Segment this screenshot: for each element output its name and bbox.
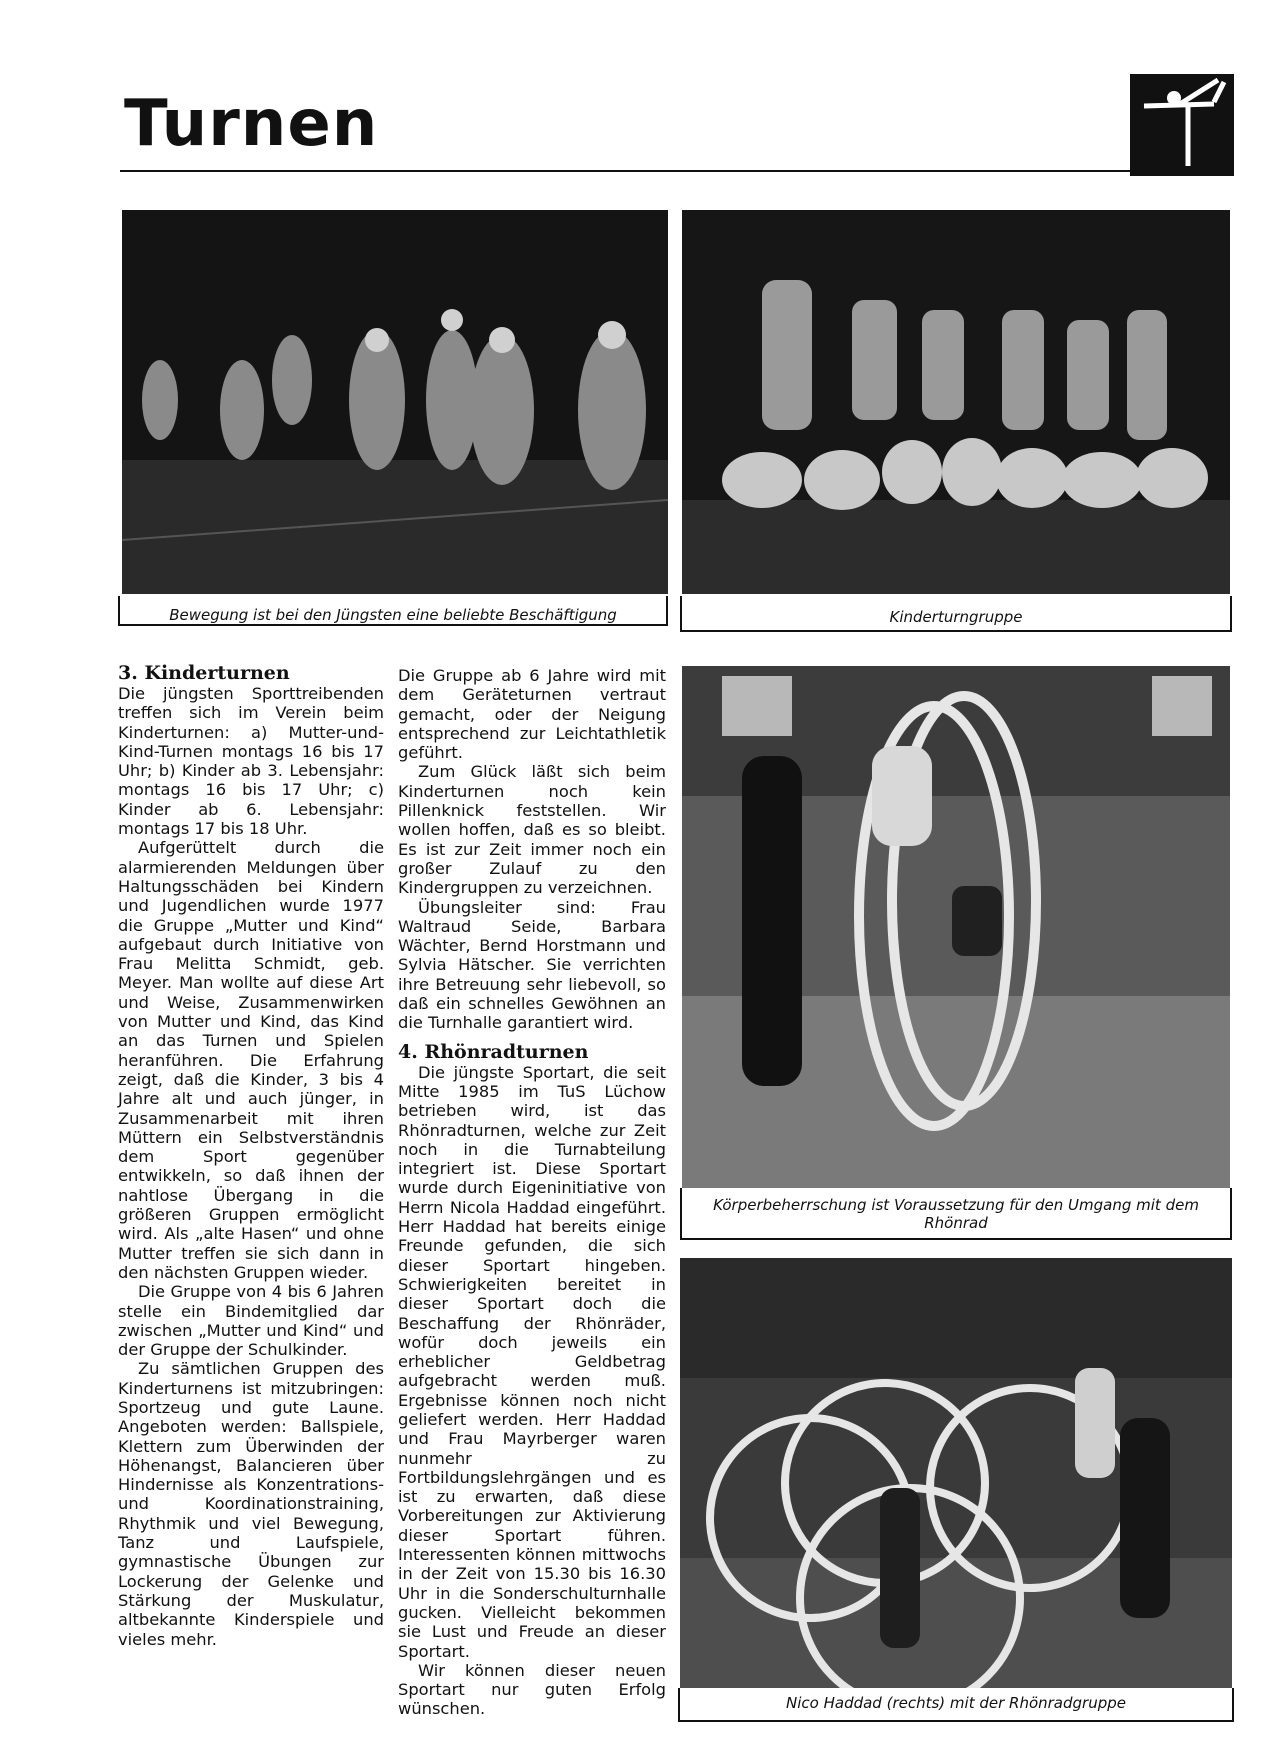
paragraph: Übungsleiter sind: Frau Waltraud Seide, Barbara Wächter, Bernd Horstmann und Sylvia Hätscher. Sie verrichten ihre Betreuung sehr liebevoll, so daß ein schnelles Gewöhnen an die Turnhalle garantiert wird.	[398, 897, 666, 1033]
paragraph: Zum Glück läßt sich beim Kinderturnen noch kein Pillenknick feststellen. Wir wollen hoffen, daß es so bleibt. Es ist zur Zeit immer noch ein großer Zulauf zu den Kindergruppen zu verzeichnen.	[398, 762, 666, 898]
page-title: Turnen	[124, 87, 379, 161]
caption-photo1: Bewegung ist bei den Jüngsten eine beliebte Beschäftigung	[118, 596, 668, 626]
caption-photo4: Nico Haddad (rechts) mit der Rhönradgruppe	[678, 1688, 1234, 1722]
paragraph: Aufgerüttelt durch die alarmierenden Meldungen über Haltungsschäden bei Kindern und Jugendlichen wurde 1977 die Gruppe „Mutter und Kind“ aufgebaut durch Initiative von Frau Melitta Schmidt, geb. Meyer. Man wollte auf diese Art und Weise, Zusammenwirken von Mutter und Kind, das Kind an das Turnen und Spielen heranführen. Die Erfahrung zeigt, daß die Kinder, 3 bis 4 Jahre alt und auch jünger, in Zusammenarbeit mit ihren Müttern ein Selbstverständnis dem Sport gegenüber entwikkeln, so daß ihnen der nahtlose Übergang in die größeren Gruppen ermöglicht wird. Als „alte Hasen“ und ohne Mutter treffen sie sich dann in den nächsten Gruppen wieder.	[118, 838, 384, 1282]
paragraph: Wir können dieser neuen Sportart nur guten Erfolg wünschen.	[398, 1660, 666, 1719]
caption-photo2: Kinderturngruppe	[680, 596, 1232, 632]
paragraph: Die jüngste Sportart, die seit Mitte 1985 im TuS Lüchow betrieben wird, ist das Rhönradturnen, welche zur Zeit noch in die Turnabteilung integriert ist. Diese Sportart wurde durch Eigeninitiative von Herrn Nicola Haddad eingeführt. Herr Haddad hat bereits einige Freunde gefunden, die sich dieser Sportart hingeben. Schwierigkeiten bereitet in dieser Sportart doch die Beschaffung der Rhönräder, wofür doch jeweils ein erheblicher Geldbetrag aufgebracht werden muß. Ergebnisse können noch nicht geliefert werden. Herr Haddad und Frau Mayrberger waren nunmehr zu Fortbildungslehrgängen und es ist zu erwarten, daß diese Vorbereitungen zur Aktivierung dieser Sportart führen. Interessenten können mittwochs in der Zeit von 15.30 bis 16.30 Uhr in die Sonderschulturnhalle gucken. Vielleicht bekommen sie Lust und Freude an dieser Sportart.	[398, 1062, 666, 1661]
text-column-1	[118, 662, 384, 1649]
photo-rhoenrad-exercise	[682, 666, 1230, 1188]
paragraph: Die jüngsten Sporttreibenden treffen sich im Verein beim Kinderturnen: a) Mutter-und-Kind-Turnen montags 16 bis 17 Uhr; b) Kinder ab 3. Lebensjahr: montags 16 bis 17 Uhr; c) Kinder ab 6. Lebensjahr: montags 17 bis 18 Uhr.	[118, 684, 384, 839]
paragraph: Die Gruppe ab 6 Jahre wird mit dem Geräteturnen vertraut gemacht, oder der Neigung entsprechend zur Leichtathletik geführt.	[398, 666, 666, 763]
section-heading-kinderturnen: 3. Kinderturnen	[118, 662, 290, 684]
gymnastics-pictogram-icon	[1130, 74, 1234, 176]
paragraph: Die Gruppe von 4 bis 6 Jahren stelle ein Bindemitglied dar zwischen „Mutter und Kind“ und der Gruppe der Schulkinder.	[118, 1282, 384, 1360]
section-heading-rhoenradturnen: 4. Rhönradturnen	[398, 1040, 589, 1063]
caption-photo3: Körperbeherrschung ist Voraussetzung für den Umgang mit dem Rhönrad	[680, 1188, 1232, 1240]
photo-rhoenrad-group	[680, 1258, 1232, 1688]
paragraph: Zu sämtlichen Gruppen des Kinderturnens ist mitzubringen: Sportzeug und gute Laune. Angeboten werden: Ballspiele, Klettern zum Überwinden der Höhenangst, Balancieren über Hindernisse als Konzentrations- und Koordinationstraining, Rhythmik und viel Bewegung, Tanz und Laufspiele, gymnastische Übungen zur Lockerung der Gelenke und Stärkung der Muskulatur, altbekannte Kinderspiele und vieles mehr.	[118, 1359, 384, 1649]
photo-kinderturngruppe	[682, 210, 1230, 594]
text-column-2	[398, 666, 666, 1719]
photo-children-running	[122, 210, 668, 594]
header-rule	[120, 170, 1132, 172]
